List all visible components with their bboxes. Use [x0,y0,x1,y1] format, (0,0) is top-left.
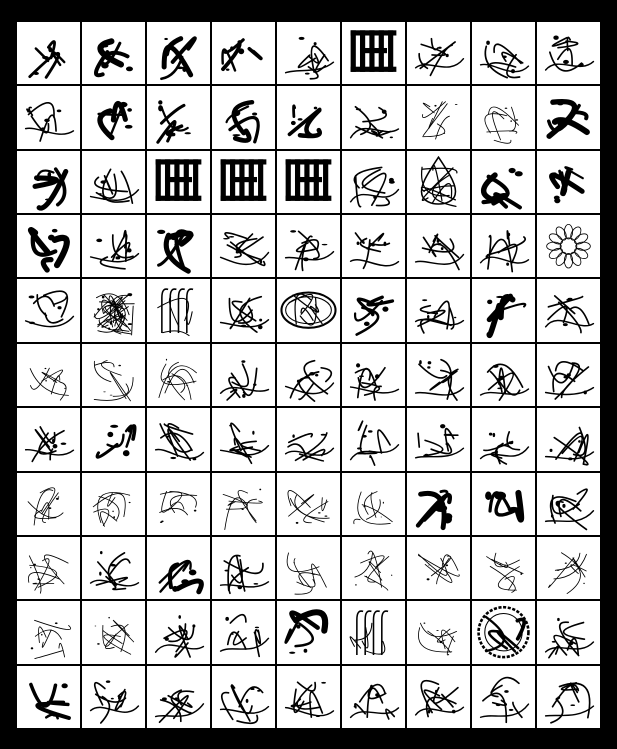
calligraphy-artwork [537,408,600,470]
calligraphy-artwork [472,601,535,663]
calligraphy-artwork [342,22,405,84]
calligraphy-artwork [537,537,600,599]
calligraphy-artwork [147,279,210,341]
calligraphy-artwork [277,408,340,470]
calligraphy-artwork [537,22,600,84]
calligraphy-artwork [342,666,405,728]
calligraphy-artwork [472,22,535,84]
calligraphy-tile [277,279,340,341]
calligraphy-tile [147,344,210,406]
calligraphy-artwork [147,151,210,213]
calligraphy-tile [472,86,535,148]
calligraphy-artwork [17,408,80,470]
calligraphy-artwork [537,86,600,148]
calligraphy-tile [82,344,145,406]
calligraphy-tile [472,215,535,277]
calligraphy-tile [82,408,145,470]
calligraphy-artwork [212,666,275,728]
calligraphy-artwork [17,279,80,341]
calligraphy-tile [342,537,405,599]
calligraphy-tile [17,215,80,277]
calligraphy-artwork [537,601,600,663]
calligraphy-tile [82,86,145,148]
calligraphy-tile [277,537,340,599]
calligraphy-tile [147,151,210,213]
calligraphy-tile [147,601,210,663]
calligraphy-artwork [342,86,405,148]
calligraphy-artwork [342,473,405,535]
calligraphy-artwork [147,473,210,535]
calligraphy-artwork [147,601,210,663]
calligraphy-artwork [212,22,275,84]
calligraphy-tile [147,279,210,341]
calligraphy-artwork [537,279,600,341]
calligraphy-tile [212,22,275,84]
calligraphy-artwork [17,601,80,663]
calligraphy-artwork [472,537,535,599]
calligraphy-tile [212,279,275,341]
calligraphy-artwork [212,86,275,148]
calligraphy-tile [277,215,340,277]
calligraphy-artwork [407,666,470,728]
calligraphy-artwork [212,151,275,213]
calligraphy-tile [147,408,210,470]
calligraphy-tile [277,473,340,535]
calligraphy-tile [407,22,470,84]
calligraphy-artwork [342,215,405,277]
calligraphy-artwork [147,537,210,599]
calligraphy-artwork [82,279,145,341]
calligraphy-artwork [147,215,210,277]
calligraphy-artwork [82,473,145,535]
calligraphy-tile [472,473,535,535]
calligraphy-tile [82,666,145,728]
calligraphy-artwork [82,666,145,728]
calligraphy-tile [472,151,535,213]
calligraphy-artwork [277,537,340,599]
calligraphy-tile [277,601,340,663]
calligraphy-artwork [82,344,145,406]
calligraphy-tile [537,537,600,599]
calligraphy-artwork [342,279,405,341]
calligraphy-tile [407,408,470,470]
calligraphy-tile [17,408,80,470]
calligraphy-artwork [537,666,600,728]
calligraphy-tile [407,279,470,341]
calligraphy-tile [147,537,210,599]
calligraphy-tile [407,601,470,663]
calligraphy-artwork [212,473,275,535]
calligraphy-artwork [277,22,340,84]
calligraphy-tile [407,344,470,406]
calligraphy-artwork [277,215,340,277]
calligraphy-artwork [537,151,600,213]
calligraphy-artwork [407,344,470,406]
calligraphy-tile [212,666,275,728]
calligraphy-artwork [212,279,275,341]
calligraphy-tile [212,86,275,148]
calligraphy-tile [147,22,210,84]
calligraphy-tile [17,344,80,406]
calligraphy-tile [82,473,145,535]
calligraphy-tile [82,151,145,213]
calligraphy-tile [212,537,275,599]
calligraphy-tile [537,408,600,470]
calligraphy-artwork [17,666,80,728]
calligraphy-tile [407,473,470,535]
calligraphy-artwork [82,215,145,277]
calligraphy-sheet [15,20,602,730]
calligraphy-artwork [407,279,470,341]
calligraphy-tile [277,408,340,470]
calligraphy-tile [212,408,275,470]
calligraphy-tile [277,151,340,213]
calligraphy-tile [407,666,470,728]
calligraphy-artwork [342,601,405,663]
calligraphy-tile [342,666,405,728]
calligraphy-tile [82,215,145,277]
calligraphy-artwork [407,86,470,148]
calligraphy-artwork [472,344,535,406]
calligraphy-artwork [17,473,80,535]
calligraphy-tile [277,666,340,728]
calligraphy-artwork [212,408,275,470]
calligraphy-tile [17,22,80,84]
calligraphy-tile [407,537,470,599]
calligraphy-artwork [82,408,145,470]
calligraphy-tile [537,215,600,277]
calligraphy-tile [212,473,275,535]
calligraphy-artwork [212,601,275,663]
calligraphy-artwork [147,408,210,470]
calligraphy-artwork [147,344,210,406]
calligraphy-tile [277,344,340,406]
calligraphy-tile [147,473,210,535]
calligraphy-artwork [277,151,340,213]
calligraphy-tile [277,22,340,84]
calligraphy-artwork [17,344,80,406]
calligraphy-artwork [82,22,145,84]
calligraphy-artwork [342,344,405,406]
calligraphy-tile [147,666,210,728]
calligraphy-artwork [472,666,535,728]
calligraphy-tile [212,601,275,663]
calligraphy-tile [537,151,600,213]
calligraphy-artwork [277,601,340,663]
calligraphy-artwork [407,22,470,84]
calligraphy-artwork [212,215,275,277]
calligraphy-tile [342,215,405,277]
calligraphy-artwork [472,151,535,213]
calligraphy-artwork [407,601,470,663]
calligraphy-tile [537,601,600,663]
calligraphy-tile [147,86,210,148]
calligraphy-artwork [147,22,210,84]
calligraphy-artwork [147,666,210,728]
calligraphy-tile [342,344,405,406]
calligraphy-tile [17,279,80,341]
calligraphy-tile [472,537,535,599]
calligraphy-artwork [147,86,210,148]
calligraphy-artwork [17,537,80,599]
calligraphy-artwork [17,151,80,213]
calligraphy-tile [537,86,600,148]
calligraphy-tile [212,215,275,277]
calligraphy-tile [212,344,275,406]
calligraphy-artwork [407,537,470,599]
calligraphy-tile [472,279,535,341]
calligraphy-tile [342,22,405,84]
calligraphy-tile [17,86,80,148]
calligraphy-artwork [407,473,470,535]
calligraphy-tile [342,86,405,148]
calligraphy-artwork [407,151,470,213]
calligraphy-artwork [277,473,340,535]
calligraphy-tile [472,22,535,84]
calligraphy-artwork [277,86,340,148]
calligraphy-tile [537,279,600,341]
calligraphy-artwork [342,537,405,599]
calligraphy-artwork [277,666,340,728]
calligraphy-artwork [537,215,600,277]
calligraphy-tile [17,151,80,213]
calligraphy-artwork [472,86,535,148]
calligraphy-artwork [472,473,535,535]
calligraphy-tile [407,151,470,213]
calligraphy-tile [82,22,145,84]
calligraphy-tile [472,666,535,728]
calligraphy-tile [82,279,145,341]
calligraphy-artwork [17,215,80,277]
calligraphy-artwork [537,344,600,406]
calligraphy-tile [82,601,145,663]
calligraphy-artwork [472,279,535,341]
calligraphy-artwork [82,601,145,663]
calligraphy-tile [17,537,80,599]
calligraphy-tile [537,473,600,535]
calligraphy-tile [407,215,470,277]
calligraphy-grid [15,20,602,730]
calligraphy-tile [82,537,145,599]
calligraphy-artwork [212,344,275,406]
calligraphy-artwork [82,537,145,599]
calligraphy-tile [342,408,405,470]
calligraphy-tile [472,344,535,406]
calligraphy-tile [472,408,535,470]
calligraphy-tile [17,473,80,535]
calligraphy-artwork [407,408,470,470]
calligraphy-tile [17,601,80,663]
calligraphy-tile [147,215,210,277]
calligraphy-tile [342,279,405,341]
calligraphy-artwork [277,344,340,406]
calligraphy-artwork [212,537,275,599]
calligraphy-artwork [537,473,600,535]
calligraphy-artwork [342,408,405,470]
calligraphy-artwork [277,279,340,341]
calligraphy-artwork [407,215,470,277]
calligraphy-tile [537,666,600,728]
calligraphy-tile [537,344,600,406]
calligraphy-artwork [82,151,145,213]
calligraphy-tile [407,86,470,148]
calligraphy-tile [212,151,275,213]
calligraphy-artwork [472,408,535,470]
calligraphy-tile [537,22,600,84]
calligraphy-artwork [17,86,80,148]
calligraphy-tile [277,86,340,148]
calligraphy-tile [342,151,405,213]
calligraphy-artwork [82,86,145,148]
calligraphy-tile [472,601,535,663]
calligraphy-tile [342,473,405,535]
calligraphy-artwork [342,151,405,213]
calligraphy-artwork [472,215,535,277]
calligraphy-artwork [17,22,80,84]
calligraphy-tile [342,601,405,663]
calligraphy-tile [17,666,80,728]
